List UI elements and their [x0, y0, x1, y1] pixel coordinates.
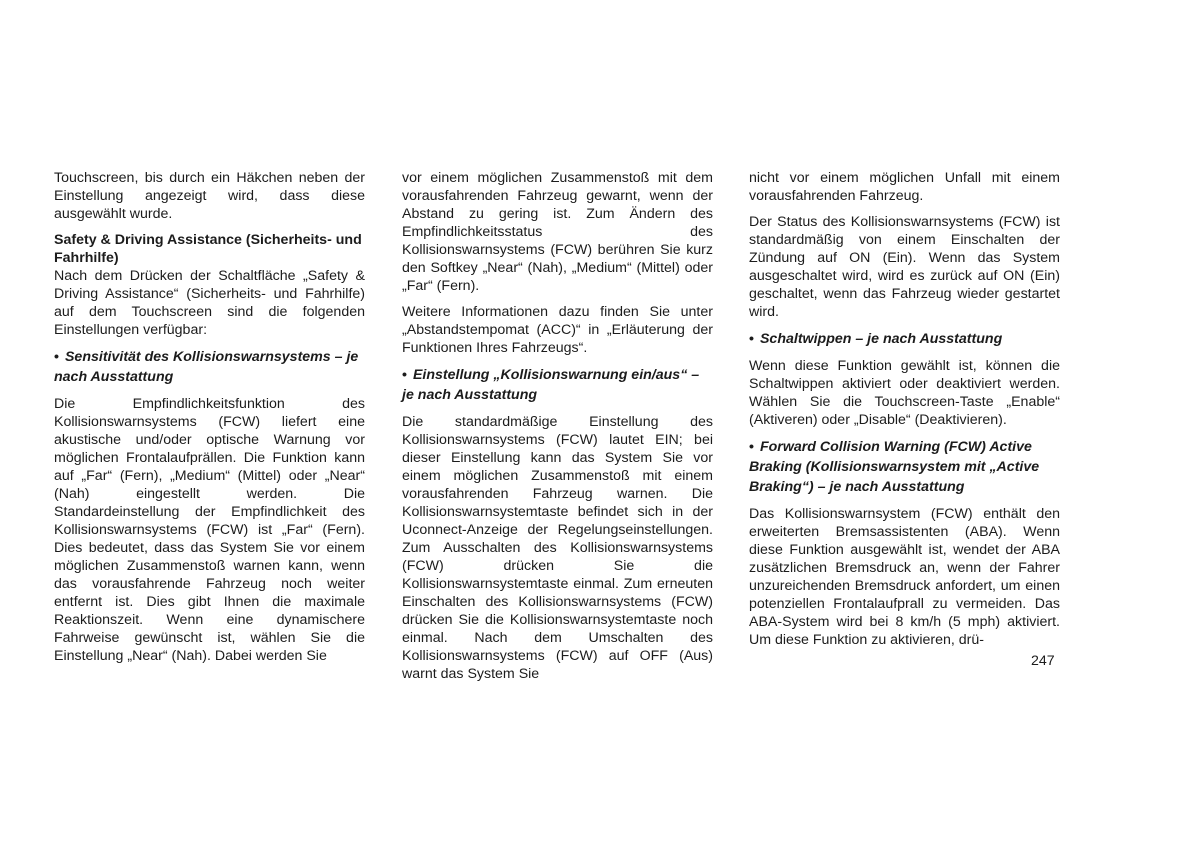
- bullet-heading-text: Schaltwippen – je nach Ausstattung: [759, 331, 1003, 347]
- paragraph: Nach dem Drücken der Schaltfläche „Safety & Driving Assistance“ (Sicherheits- und Fahrhilfe) auf dem Touchscreen sind die folgenden Einstellungen verfügbar:: [54, 268, 365, 338]
- paragraph: Die standardmäßige Einstellung des Kollisionswarnsystems (FCW) lautet EIN; bei dieser Einstellung kann das System Sie vor einem möglichen Zusammenstoß mit einem vorausfahrenden Fahrzeug warnen. Die Kollisionswarnsystemtaste befindet sich in der Uconnect-Anzeige der Regelungseinstellungen. Zum Ausschalten des Kollisionswarnsystems (FCW) drücken Sie die Kollisionswarnsystemtaste einmal. Zum erneuten Einschalten des Kollisionswarnsystems (FCW) drücken Sie die Kollisionswarnsystemtaste noch einmal. Nach dem Umschalten des Kollisionswarnsystems (FCW) auf OFF (Aus) warnt das System Sie: [402, 414, 713, 682]
- bullet-heading-text: Forward Collision Warning (FCW) Active Braking (Kollisionswarnsystem mit „Active Braking“) – je nach Ausstattung: [749, 439, 1040, 495]
- paragraph: vor einem möglichen Zusammenstoß mit dem vorausfahrenden Fahrzeug gewarnt, wenn der Abstand zu gering ist. Zum Ändern des Empfindlichkeitsstatus des Kollisionswarnsystems (FCW) berühren Sie kurz den Softkey „Near“ (Nah), „Medium“ (Mittel) oder „Far“ (Fern).: [402, 170, 713, 294]
- section-heading: Safety & Driving Assistance (Sicherheits- und Fahrhilfe): [54, 232, 362, 266]
- bullet-icon: •: [749, 439, 754, 455]
- bullet-heading: [402, 365, 713, 405]
- page-number: 247: [1031, 653, 1055, 669]
- paragraph: Das Kollisionswarnsystem (FCW) enthält den erweiterten Bremsassistenten (ABA). Wenn diese Funktion ausgewählt ist, wendet der ABA zusätzlichen Bremsdruck an, wenn der Fahrer unzureichenden Bremsdruck anfordert, um einen potenziellen Frontalaufprall zu vermeiden. Das ABA-System wird bei 8 km/h (5 mph) aktiviert. Um diese Funktion zu aktivieren, drü-: [749, 506, 1060, 648]
- bullet-icon: •: [749, 331, 754, 347]
- bullet-heading-text: Einstellung „Kollisionswarnung ein/aus“ – je nach Ausstattung: [402, 367, 700, 403]
- text-column-right: [749, 169, 1060, 649]
- bullet-icon: •: [402, 367, 407, 383]
- paragraph: Weitere Informationen dazu finden Sie unter „Abstandstempomat (ACC)“ in „Erläuterung der Funktionen Ihres Fahrzeugs“.: [402, 304, 713, 356]
- paragraph: nicht vor einem möglichen Unfall mit einem vorausfahrenden Fahrzeug.: [749, 170, 1060, 204]
- bullet-heading: [749, 437, 1060, 497]
- paragraph: Die Empfindlichkeitsfunktion des Kollisionswarnsystems (FCW) liefert eine akustische und/oder optische Warnung vor möglichen Frontalaufprällen. Die Funktion kann auf „Far“ (Fern), „Medium“ (Mittel) oder „Near“ (Nah) eingestellt werden. Die Standardeinstellung der Empfindlichkeit des Kollisionswarnsystems (FCW) ist „Far“ (Fern). Dies bedeutet, dass das System Sie vor einem möglichen Zusammenstoß warnen kann, wenn das vorausfahrende Fahrzeug noch weiter entfernt ist. Dies gibt Ihnen die maximale Reaktionszeit. Wenn eine dynamischere Fahrweise gewünscht ist, wählen Sie die Einstellung „Near“ (Nah). Dabei werden Sie: [54, 396, 365, 664]
- text-column-middle: [402, 169, 713, 683]
- text-column-left: [54, 169, 365, 665]
- bullet-icon: •: [54, 349, 59, 365]
- bullet-heading: [54, 347, 365, 387]
- paragraph: Der Status des Kollisionswarnsystems (FCW) ist standardmäßig von einem Einschalten der Zündung auf ON (Ein). Wenn das System ausgeschaltet wird, wird es zurück auf ON (Ein) geschaltet, wenn das Fahrzeug wieder gestartet wird.: [749, 214, 1060, 320]
- bullet-heading: [749, 329, 1060, 349]
- bullet-heading-text: Sensitivität des Kollisionswarnsystems – je nach Ausstattung: [54, 349, 359, 385]
- paragraph: Wenn diese Funktion gewählt ist, können die Schaltwippen aktiviert oder deaktiviert werden. Wählen Sie die Touchscreen-Taste „Enable“ (Aktiveren) oder „Disable“ (Deaktivieren).: [749, 358, 1060, 428]
- paragraph: Touchscreen, bis durch ein Häkchen neben der Einstellung angezeigt wird, dass diese ausgewählt wurde.: [54, 170, 365, 222]
